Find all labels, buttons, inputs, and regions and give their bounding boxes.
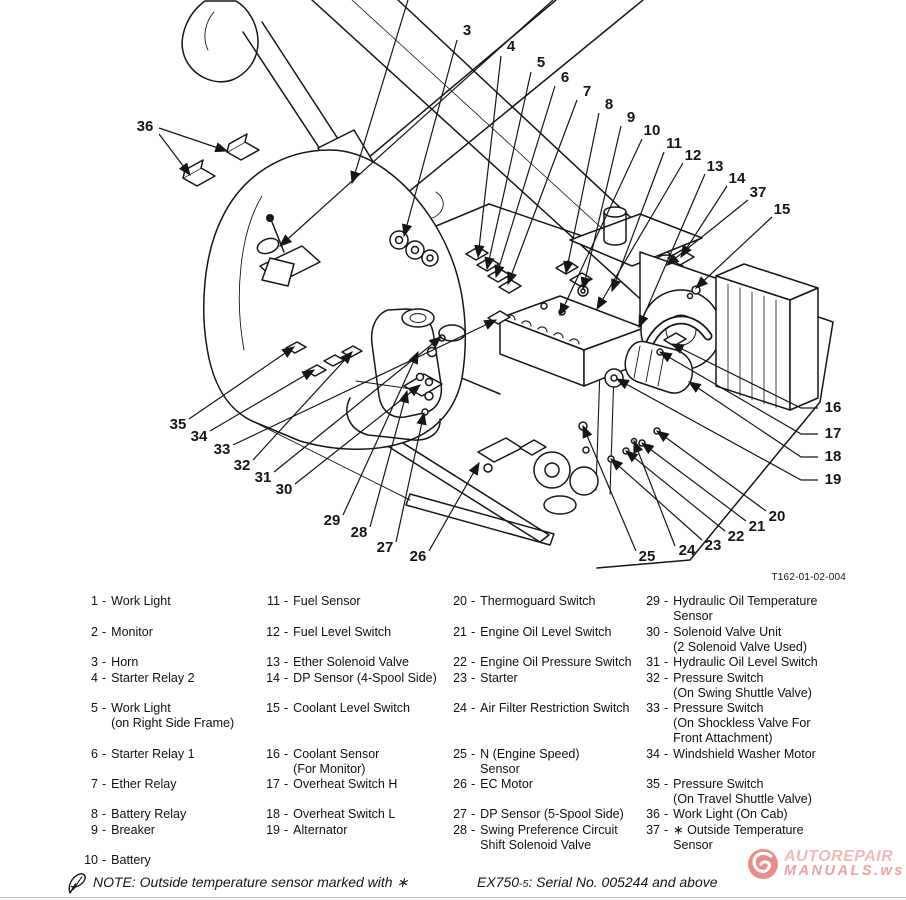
legend-label-20 bbox=[480, 594, 595, 609]
legend-separator: - bbox=[471, 594, 476, 608]
callout-12: 12 bbox=[684, 146, 702, 164]
legend-item-20 bbox=[451, 594, 596, 609]
legend-num-31: 31 bbox=[646, 655, 660, 669]
boom-arm-group-art bbox=[262, 22, 340, 142]
legend-label-line: Engine Oil Pressure Switch bbox=[480, 655, 632, 669]
legend-item-9 bbox=[82, 823, 155, 838]
callout-32: 32 bbox=[233, 456, 251, 474]
legend-num-23: 23 bbox=[453, 671, 467, 685]
ec-motor bbox=[478, 438, 522, 462]
legend-label-22 bbox=[480, 655, 631, 670]
legend-item-5 bbox=[82, 701, 234, 731]
callout-3: 3 bbox=[462, 21, 472, 39]
legend-num-34: 34 bbox=[646, 747, 660, 761]
legend-separator: - bbox=[664, 747, 669, 761]
pump-group-art bbox=[570, 467, 598, 495]
legend-label-line: Coolant Sensor bbox=[293, 747, 380, 761]
callout-15: 15 bbox=[773, 200, 791, 218]
pump-group bbox=[478, 422, 598, 514]
legend-label-15 bbox=[293, 701, 410, 716]
legend-separator: - bbox=[471, 823, 476, 837]
legend-item-16 bbox=[264, 747, 379, 777]
legend-num-37: 37 bbox=[646, 823, 660, 837]
note-text: NOTE: Outside temperature sensor marked with ∗ bbox=[93, 874, 409, 890]
legend-separator: - bbox=[102, 777, 107, 791]
legend-label-line: Swing Preference Circuit bbox=[480, 823, 618, 837]
legend-num-28: 28 bbox=[453, 823, 467, 837]
legend-label-line: Battery Relay bbox=[111, 807, 187, 821]
legend-separator: - bbox=[471, 807, 476, 821]
legend-item-17 bbox=[264, 777, 397, 792]
legend-label-line: (on Right Side Frame) bbox=[111, 716, 235, 730]
legend-separator: - bbox=[102, 625, 107, 639]
legend-label-line: Monitor bbox=[111, 625, 153, 639]
pump-group-art bbox=[583, 447, 589, 453]
cab-outline bbox=[204, 150, 466, 449]
legend-label-1 bbox=[111, 594, 171, 609]
leader-line-20 bbox=[657, 431, 766, 511]
legend-separator: - bbox=[284, 807, 289, 821]
pump-group-art bbox=[520, 440, 546, 455]
legend-separator: - bbox=[664, 671, 669, 685]
legend-label-line: Pressure Switch bbox=[673, 701, 764, 715]
watermark bbox=[746, 845, 905, 893]
legend-separator: - bbox=[102, 807, 107, 821]
deck-group-art bbox=[596, 368, 600, 490]
legend-separator: - bbox=[102, 853, 107, 867]
relay-group-art bbox=[499, 280, 521, 293]
relay-group-art bbox=[570, 273, 592, 286]
callout-36: 36 bbox=[136, 117, 154, 135]
legend-label-28 bbox=[480, 823, 618, 853]
watermark-text bbox=[784, 848, 905, 880]
legend-separator: - bbox=[284, 823, 289, 837]
legend-label-34 bbox=[673, 747, 816, 762]
callout-5: 5 bbox=[536, 53, 546, 71]
legend-label-line: (For Monitor) bbox=[293, 762, 366, 776]
legend-item-3 bbox=[82, 655, 138, 670]
callout-26: 26 bbox=[409, 547, 427, 565]
legend-label-3 bbox=[111, 655, 138, 670]
callout-14: 14 bbox=[728, 169, 746, 187]
legend-label-line: DP Sensor (4-Spool Side) bbox=[293, 671, 437, 685]
legend-num-32: 32 bbox=[646, 671, 660, 685]
watermark-swirl-icon bbox=[746, 847, 780, 886]
boom-arm-group-art bbox=[205, 12, 214, 50]
figure-reference: T162-01-02-004 bbox=[771, 572, 846, 583]
legend-label-line: Hydraulic Oil Temperature bbox=[673, 594, 818, 608]
legend-num-3: 3 bbox=[91, 655, 98, 669]
legend-label-line: (2 Solenoid Valve Used) bbox=[673, 640, 808, 654]
tank-group-art bbox=[439, 325, 465, 341]
cab-group-art bbox=[266, 214, 274, 222]
callout-22: 22 bbox=[727, 527, 745, 545]
callout-11: 11 bbox=[666, 134, 682, 152]
callout-33: 33 bbox=[213, 440, 231, 458]
legend-item-7 bbox=[82, 777, 176, 792]
legend-label-line: Engine Oil Level Switch bbox=[480, 625, 612, 639]
model-code: EX750 bbox=[477, 874, 520, 890]
legend-separator: - bbox=[664, 625, 669, 639]
legend-label-35 bbox=[673, 777, 812, 807]
legend-num-8: 8 bbox=[91, 807, 98, 821]
legend-label-line: Hydraulic Oil Level Switch bbox=[673, 655, 818, 669]
legend-label-9 bbox=[111, 823, 155, 838]
pump-group-art bbox=[484, 464, 492, 472]
legend-label-line: DP Sensor (5-Spool Side) bbox=[480, 807, 624, 821]
legend-separator: - bbox=[102, 671, 107, 685]
legend-label-27 bbox=[480, 807, 624, 822]
legend-label-line: Pressure Switch bbox=[673, 671, 764, 685]
legend-item-23 bbox=[451, 671, 518, 686]
legend-label-25 bbox=[480, 747, 579, 777]
legend-num-35: 35 bbox=[646, 777, 660, 791]
callout-23: 23 bbox=[704, 536, 722, 554]
legend-item-21 bbox=[451, 625, 612, 640]
legend-label-line: (On Swing Shuttle Valve) bbox=[673, 686, 812, 700]
legend-label-line: Ether Solenoid Valve bbox=[293, 655, 409, 669]
legend-separator: - bbox=[284, 655, 289, 669]
legend-item-1 bbox=[82, 594, 171, 609]
legend-label-line: Front Attachment) bbox=[673, 731, 773, 745]
tank-group-art bbox=[425, 392, 433, 400]
legend-num-30: 30 bbox=[646, 625, 660, 639]
legend-label-line: Work Light bbox=[111, 594, 171, 608]
leader-line-24 bbox=[634, 441, 675, 546]
serial-number-text: : Serial No. 005244 and above bbox=[528, 874, 718, 890]
legend-item-32 bbox=[644, 671, 812, 701]
legend-label-6 bbox=[111, 747, 194, 762]
legend-separator: - bbox=[284, 671, 289, 685]
legend-item-10 bbox=[82, 853, 151, 868]
legend-label-line: Starter bbox=[480, 671, 518, 685]
legend-label-line: (On Shockless Valve For bbox=[673, 716, 811, 730]
watermark-line2: MANUALS.ws bbox=[784, 863, 905, 879]
deck-group-art bbox=[610, 372, 614, 494]
legend-label-12 bbox=[293, 625, 391, 640]
legend-item-24 bbox=[451, 701, 630, 716]
legend-label-line: Solenoid Valve Unit bbox=[673, 625, 782, 639]
legend-separator: - bbox=[102, 823, 107, 837]
legend-num-17: 17 bbox=[266, 777, 280, 791]
legend-item-31 bbox=[644, 655, 818, 670]
legend-separator: - bbox=[102, 747, 107, 761]
legend-num-18: 18 bbox=[266, 807, 280, 821]
battery-group bbox=[500, 296, 644, 386]
legend-item-33 bbox=[644, 701, 811, 746]
legend-label-line: Air Filter Restriction Switch bbox=[480, 701, 630, 715]
legend-num-26: 26 bbox=[453, 777, 467, 791]
legend-num-12: 12 bbox=[266, 625, 280, 639]
legend-item-14 bbox=[264, 671, 437, 686]
legend-num-5: 5 bbox=[91, 701, 98, 715]
legend-num-22: 22 bbox=[453, 655, 467, 669]
pump-group-art bbox=[544, 496, 576, 514]
legend-num-24: 24 bbox=[453, 701, 467, 715]
legend-label-line: Work Light bbox=[111, 701, 171, 715]
hydraulic-cylinder bbox=[243, 32, 322, 152]
legend-item-28 bbox=[451, 823, 618, 853]
legend-label-line: Sensor bbox=[673, 838, 713, 852]
legend-separator: - bbox=[471, 701, 476, 715]
legend-item-2 bbox=[82, 625, 153, 640]
relay-group bbox=[466, 247, 592, 296]
horn-group-art bbox=[406, 241, 424, 259]
legend-label-10 bbox=[111, 853, 151, 868]
callout-34: 34 bbox=[190, 427, 208, 445]
legend-item-19 bbox=[264, 823, 347, 838]
legend-label-19 bbox=[293, 823, 347, 838]
legend-separator: - bbox=[664, 777, 669, 791]
legend-num-14: 14 bbox=[266, 671, 280, 685]
legend-separator: - bbox=[102, 594, 107, 608]
legend-label-line: Starter Relay 1 bbox=[111, 747, 195, 761]
legend-num-27: 27 bbox=[453, 807, 467, 821]
tank-group-art bbox=[402, 309, 434, 327]
legend-separator: - bbox=[102, 655, 107, 669]
radiator-group-art bbox=[716, 276, 790, 410]
legend-label-30 bbox=[673, 625, 807, 655]
page-bottom-rule bbox=[0, 897, 906, 898]
legend-label-line: (On Travel Shuttle Valve) bbox=[673, 792, 812, 806]
callout-21: 21 bbox=[748, 517, 766, 535]
leader-line-21 bbox=[642, 443, 746, 521]
legend-num-10: 10 bbox=[84, 853, 98, 867]
legend-label-26 bbox=[480, 777, 533, 792]
legend-num-11: 11 bbox=[267, 594, 280, 608]
legend-item-22 bbox=[451, 655, 632, 670]
legend-separator: - bbox=[471, 671, 476, 685]
legend-num-21: 21 bbox=[453, 625, 467, 639]
legend-label-line: Fuel Level Switch bbox=[293, 625, 392, 639]
leader-line-22 bbox=[626, 451, 725, 531]
callout-8: 8 bbox=[604, 95, 614, 113]
tank-group-art bbox=[422, 409, 428, 415]
legend-label-29 bbox=[673, 594, 817, 624]
legend-separator: - bbox=[471, 625, 476, 639]
callout-7: 7 bbox=[582, 82, 592, 100]
legend-label-14 bbox=[293, 671, 437, 686]
legend-separator: - bbox=[664, 594, 669, 608]
legend-label-line: Alternator bbox=[293, 823, 348, 837]
legend-label-2 bbox=[111, 625, 153, 640]
legend-label-13 bbox=[293, 655, 409, 670]
legend-label-line: Horn bbox=[111, 655, 139, 669]
leader-line-14 bbox=[681, 186, 727, 257]
callout-31: 31 bbox=[254, 468, 272, 486]
callout-27: 27 bbox=[376, 538, 394, 556]
legend-label-31 bbox=[673, 655, 818, 670]
legend-item-26 bbox=[451, 777, 533, 792]
legend-num-15: 15 bbox=[266, 701, 280, 715]
callout-6: 6 bbox=[560, 68, 570, 86]
legend-label-4 bbox=[111, 671, 194, 686]
legend-separator: - bbox=[284, 701, 289, 715]
legend-num-7: 7 bbox=[91, 777, 98, 791]
model-suffix: -5 bbox=[519, 878, 529, 890]
legend-label-21 bbox=[480, 625, 611, 640]
legend-label-line: Overheat Switch L bbox=[293, 807, 396, 821]
legend-num-36: 36 bbox=[646, 807, 660, 821]
legend-label-line: Battery bbox=[111, 853, 151, 867]
legend-separator: - bbox=[471, 777, 476, 791]
legend-label-line: Starter Relay 2 bbox=[111, 671, 195, 685]
radiator-group-art bbox=[790, 288, 818, 410]
leader-line-36 bbox=[159, 134, 190, 175]
legend-label-32 bbox=[673, 671, 812, 701]
legend-item-4 bbox=[82, 671, 195, 686]
alternator bbox=[605, 369, 623, 387]
legend-item-6 bbox=[82, 747, 195, 762]
pen-note-icon bbox=[66, 871, 88, 898]
legend-item-18 bbox=[264, 807, 395, 822]
legend-label-line: Pressure Switch bbox=[673, 777, 764, 791]
legend-num-6: 6 bbox=[91, 747, 98, 761]
callout-9: 9 bbox=[626, 108, 636, 126]
legend-num-9: 9 bbox=[91, 823, 98, 837]
callout-10: 10 bbox=[643, 121, 661, 139]
legend-num-1: 1 bbox=[91, 594, 98, 608]
legend-label-line: Sensor bbox=[673, 609, 713, 623]
legend-item-8 bbox=[82, 807, 186, 822]
tank-group-art bbox=[426, 379, 433, 386]
callout-25: 25 bbox=[638, 547, 656, 565]
legend-label-24 bbox=[480, 701, 629, 716]
legend-label-line: Fuel Sensor bbox=[293, 594, 361, 608]
leader-line-3 bbox=[404, 40, 457, 236]
legend-label-line: Coolant Level Switch bbox=[293, 701, 410, 715]
legend-item-13 bbox=[264, 655, 409, 670]
legend-num-4: 4 bbox=[91, 671, 98, 685]
legend-label-line: ∗ Outside Temperature bbox=[673, 823, 804, 837]
legend-label-line: Breaker bbox=[111, 823, 155, 837]
legend-separator: - bbox=[284, 777, 289, 791]
legend-label-line: N (Engine Speed) bbox=[480, 747, 580, 761]
legend-item-34 bbox=[644, 747, 816, 762]
legend-label-36 bbox=[673, 807, 787, 822]
legend-item-11 bbox=[264, 594, 361, 609]
legend-label-line: Ether Relay bbox=[111, 777, 177, 791]
legend-separator: - bbox=[664, 655, 669, 669]
legend-separator: - bbox=[471, 655, 476, 669]
legend-separator: - bbox=[664, 701, 669, 715]
legend-label-18 bbox=[293, 807, 395, 822]
legend-label-line: Shift Solenoid Valve bbox=[480, 838, 592, 852]
watermark-line1: AUTOREPAIR bbox=[784, 848, 894, 865]
horn-group-art bbox=[422, 250, 438, 266]
legend-num-19: 19 bbox=[266, 823, 280, 837]
muffler bbox=[604, 207, 626, 217]
callout-13: 13 bbox=[706, 157, 724, 175]
callout-17: 17 bbox=[824, 424, 842, 442]
callout-35: 35 bbox=[169, 415, 187, 433]
callout-24: 24 bbox=[678, 541, 696, 559]
callout-37: 37 bbox=[749, 183, 767, 201]
legend-item-29 bbox=[644, 594, 817, 624]
legend-item-35 bbox=[644, 777, 812, 807]
legend-label-11 bbox=[293, 594, 360, 609]
legend-label-33 bbox=[673, 701, 810, 746]
legend-label-5 bbox=[111, 701, 234, 731]
pump-group-art bbox=[534, 452, 570, 488]
legend-num-29: 29 bbox=[646, 594, 660, 608]
legend-separator: - bbox=[284, 594, 289, 608]
legend-label-7 bbox=[111, 777, 176, 792]
legend-num-13: 13 bbox=[266, 655, 280, 669]
legend-item-27 bbox=[451, 807, 624, 822]
legend-item-15 bbox=[264, 701, 410, 716]
horn-group-art bbox=[390, 231, 408, 249]
callout-4: 4 bbox=[506, 37, 516, 55]
callout-18: 18 bbox=[824, 447, 842, 465]
legend-separator: - bbox=[664, 807, 669, 821]
tank-group-art bbox=[417, 374, 424, 381]
legend-label-line: Sensor bbox=[480, 762, 520, 776]
legend-item-36 bbox=[644, 807, 788, 822]
legend-label-line: Overheat Switch H bbox=[293, 777, 398, 791]
legend-num-2: 2 bbox=[91, 625, 98, 639]
legend-separator: - bbox=[102, 701, 107, 715]
legend-label-line: Thermoguard Switch bbox=[480, 594, 596, 608]
legend-label-23 bbox=[480, 671, 518, 686]
legend-item-12 bbox=[264, 625, 391, 640]
callout-28: 28 bbox=[350, 523, 368, 541]
legend-label-8 bbox=[111, 807, 186, 822]
legend-label-16 bbox=[293, 747, 379, 777]
callout-30: 30 bbox=[275, 480, 293, 498]
legend-label-line: EC Motor bbox=[480, 777, 533, 791]
callout-19: 19 bbox=[824, 470, 842, 488]
callout-20: 20 bbox=[768, 507, 786, 525]
callout-16: 16 bbox=[824, 398, 842, 416]
relay-group-art bbox=[466, 247, 488, 260]
legend-separator: - bbox=[284, 625, 289, 639]
callout-29: 29 bbox=[323, 511, 341, 529]
legend-separator: - bbox=[471, 747, 476, 761]
legend-separator: - bbox=[284, 747, 289, 761]
legend-num-16: 16 bbox=[266, 747, 280, 761]
legend-label-17 bbox=[293, 777, 397, 792]
legend-num-33: 33 bbox=[646, 701, 660, 715]
legend-num-20: 20 bbox=[453, 594, 467, 608]
legend-num-25: 25 bbox=[453, 747, 467, 761]
boom-foot bbox=[182, 1, 258, 82]
relay-group-art bbox=[488, 269, 510, 282]
legend-item-25 bbox=[451, 747, 580, 777]
legend-separator: - bbox=[664, 823, 669, 837]
serial-note bbox=[477, 874, 718, 890]
legend-label-line: Windshield Washer Motor bbox=[673, 747, 816, 761]
legend-item-30 bbox=[644, 625, 807, 655]
legend-label-line: Work Light (On Cab) bbox=[673, 807, 788, 821]
